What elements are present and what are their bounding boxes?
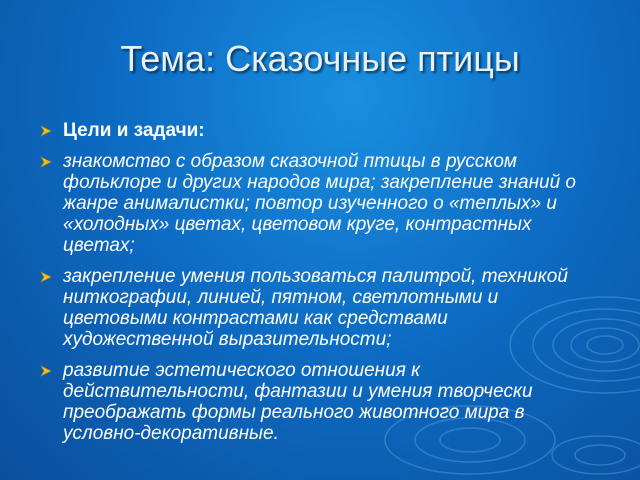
bullet-item-goals-heading: [40, 120, 600, 141]
arrow-bullet-icon: [40, 125, 52, 137]
arrow-bullet-icon: [40, 271, 52, 283]
bullet-text: закрепление умения пользоваться палитрой, техникой ниткографии, линией, пятном, светлотными и цветовыми контрастами как средствами художественной выразительности;: [63, 266, 568, 350]
bullet-text: развитие эстетического отношения к действительности, фантазии и умения творчески преображать формы реального животного мира в условно-декоративные.: [63, 360, 533, 444]
bullet-item-familiarization: [40, 151, 600, 256]
arrow-bullet-icon: [40, 156, 52, 168]
bullet-item-skills: [40, 266, 600, 350]
bullet-text: знакомство с образом сказочной птицы в русском фольклоре и других народов мира; закрепление знаний о жанре анималистки; повтор изученного о «теплых» и «холодных» цветах, цветовом круге, контрастных цветах;: [63, 151, 576, 256]
slide-title: Тема: Сказочные птицы: [120, 38, 520, 79]
bullet-text: Цели и задачи:: [63, 120, 205, 141]
bullet-list: [40, 120, 600, 454]
arrow-bullet-icon: [40, 365, 52, 377]
bullet-item-development: [40, 360, 600, 444]
